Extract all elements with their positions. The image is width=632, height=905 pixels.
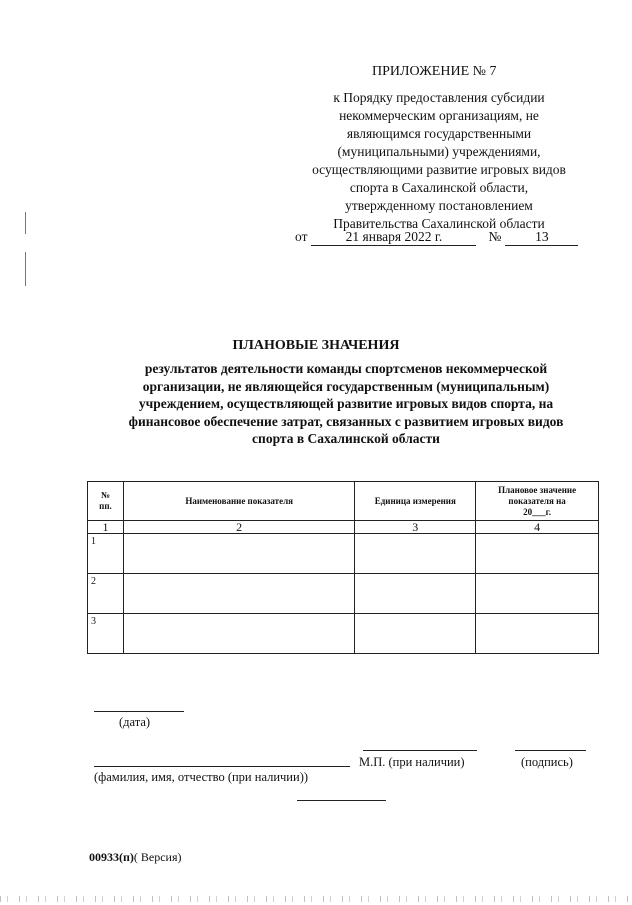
date-prefix: от — [295, 229, 308, 244]
resolution-number: 13 — [505, 229, 578, 246]
appendix-line: некоммерческим организациям, не — [339, 108, 539, 123]
subheading-line: финансовое обеспечение затрат, связанных с развитием игровых видов — [128, 413, 564, 429]
document-heading: ПЛАНОВЫЕ ЗНАЧЕНИЯ — [232, 338, 400, 353]
planned-value-cell[interactable] — [476, 614, 599, 654]
unit-cell[interactable] — [355, 614, 476, 654]
column-number-row — [88, 521, 599, 534]
unit-cell[interactable] — [355, 574, 476, 614]
table-row — [88, 614, 599, 654]
date-label: (дата) — [119, 715, 151, 729]
indicator-name-cell[interactable] — [123, 574, 355, 614]
scan-edge-noise — [0, 896, 632, 902]
indicator-name-cell[interactable] — [123, 614, 355, 654]
column-number: 4 — [476, 521, 599, 534]
fio-signature-line — [94, 766, 350, 767]
appendix-line: к Порядку предоставления субсидии — [333, 90, 545, 105]
document-code-version: ( Версия) — [133, 850, 182, 864]
appendix-line: (муниципальными) учреждениями, — [337, 144, 541, 159]
row-index: 2 — [88, 574, 124, 614]
appendix-line: утвержденному постановлением — [345, 198, 533, 213]
subheading-line: организации, не являющейся государственным (муниципальным) — [142, 378, 550, 394]
row-index: 3 — [88, 614, 124, 654]
planned-values-table — [87, 481, 599, 654]
document-code-number: 00933(п) — [89, 850, 134, 864]
scan-margin-mark — [25, 212, 26, 234]
subheading-line: учреждением, осуществляющей развитие игровых видов спорта, на — [138, 396, 554, 411]
subheading-line: спорта в Сахалинской области — [252, 431, 440, 446]
header-cell-number: № пп. — [88, 482, 124, 521]
scan-margin-mark — [25, 252, 26, 286]
appendix-line: Правительства Сахалинской области — [333, 216, 545, 231]
sign-signature-line — [515, 750, 586, 751]
appendix-line: осуществляющими развитие игровых видов — [312, 162, 566, 177]
appendix-line: являющимся государственными — [346, 126, 532, 141]
header-cell-indicator-name: Наименование показателя — [123, 482, 355, 521]
unit-cell[interactable] — [355, 534, 476, 574]
sign-label: (подпись) — [521, 755, 573, 769]
indicator-name-cell[interactable] — [123, 534, 355, 574]
row-index: 1 — [88, 534, 124, 574]
header-cell-unit: Единица измерения — [355, 482, 476, 521]
stamp-signature-line — [363, 750, 477, 751]
document-code — [89, 850, 182, 865]
stamp-label: М.П. (при наличии) — [359, 755, 465, 769]
planned-value-cell[interactable] — [476, 534, 599, 574]
column-number: 2 — [123, 521, 355, 534]
fio-label: (фамилия, имя, отчество (при наличии)) — [94, 770, 309, 784]
column-number: 3 — [355, 521, 476, 534]
header-cell-planned-value: Плановое значение показателя на 20___г. — [476, 482, 599, 521]
table-header-row — [88, 482, 599, 521]
appendix-description — [298, 89, 580, 233]
resolution-date-row — [295, 229, 578, 246]
table-row — [88, 534, 599, 574]
number-prefix: № — [488, 229, 502, 244]
column-number: 1 — [88, 521, 124, 534]
appendix-title: ПРИЛОЖЕНИЕ № 7 — [372, 64, 497, 79]
bottom-signature-line — [297, 800, 386, 801]
appendix-line: спорта в Сахалинской области, — [349, 180, 529, 195]
subheading-line: результатов деятельности команды спортсменов некоммерческой — [144, 361, 548, 376]
planned-value-cell[interactable] — [476, 574, 599, 614]
table-row — [88, 574, 599, 614]
document-subheading — [106, 360, 586, 448]
resolution-date: 21 января 2022 г. — [311, 229, 476, 246]
date-signature-line — [94, 711, 184, 712]
